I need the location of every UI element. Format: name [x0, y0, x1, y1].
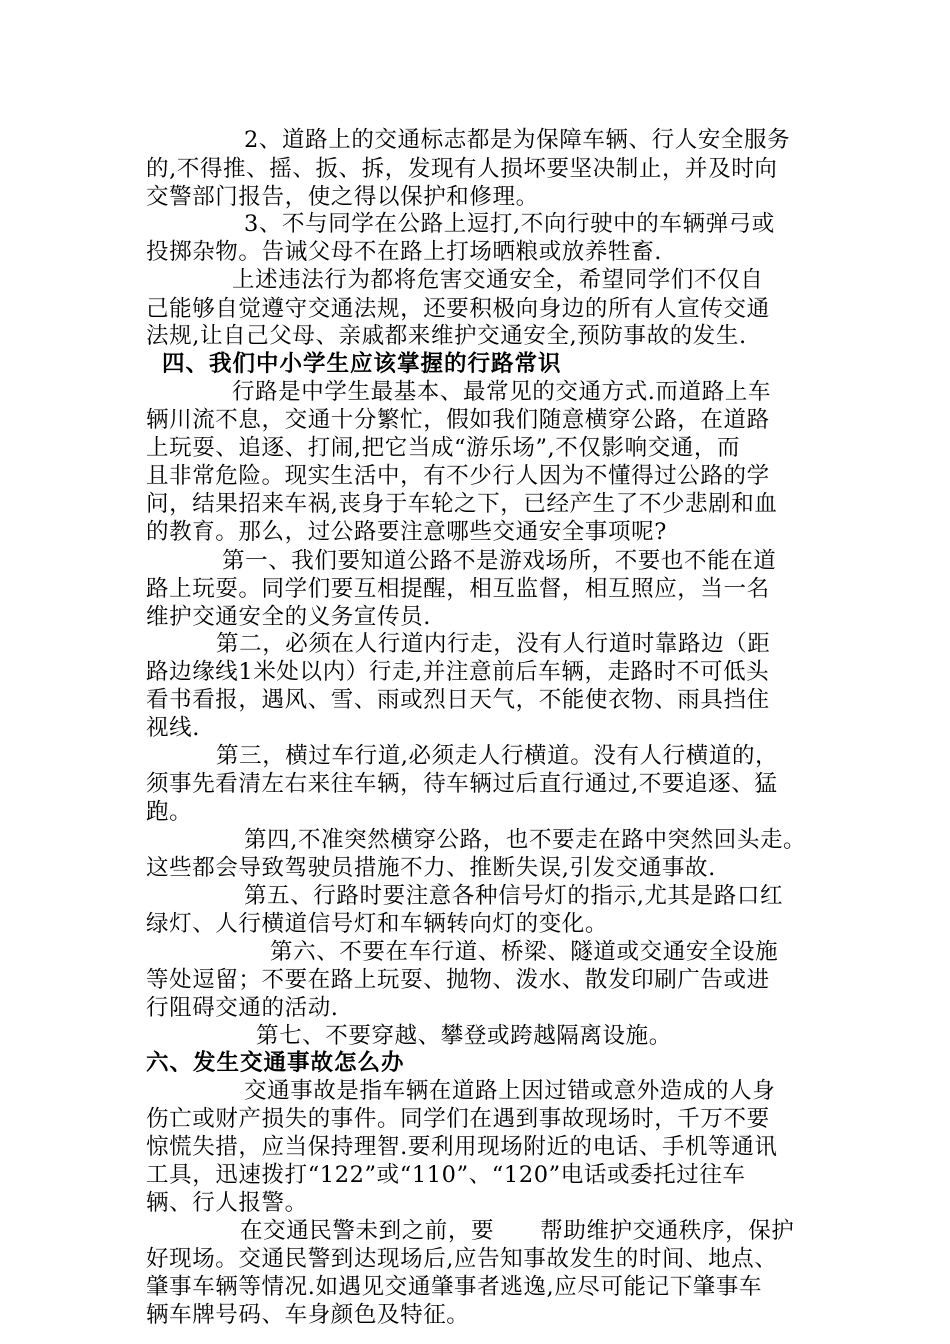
- text-line: 绿灯、人行横道信号灯和车辆转向灯的变化。: [146, 911, 609, 937]
- text-line: 投掷杂物。告诫父母不在路上打场晒粮或放养牲畜.: [146, 239, 662, 265]
- text-line: 行阻碍交通的活动.: [146, 995, 339, 1021]
- section-heading: 六、发生交通事故怎么办: [146, 1050, 405, 1076]
- text-line: 且非常危险。现实生活中，有不少行人因为不懂得过公路的学: [146, 463, 770, 489]
- text-line: 2、道路上的交通标志都是为保障车辆、行人安全服务: [244, 127, 791, 153]
- text-line: 肇事车辆等情况.如遇见交通肇事者逃逸,应尽可能记下肇事车: [146, 1274, 763, 1300]
- text-line: 辆车牌号码、车身颜色及特征。: [146, 1302, 470, 1328]
- text-line: 第二，必须在人行道内行走，没有人行道时靠路边（距: [216, 631, 771, 657]
- text-line: 法规,让自己父母、亲戚都来维护交通安全,预防事故的发生.: [146, 323, 747, 349]
- text-line: 路边缘线1米处以内）行走,并注意前后车辆，走路时不可低头: [146, 659, 770, 685]
- text-line: 上玩耍、追逐、打闹,把它当成“游乐场”,不仅影响交通，而: [146, 435, 741, 461]
- text-line: 维护交通安全的义务宣传员.: [146, 604, 431, 630]
- text-line: 交通事故是指车辆在道路上因过错或意外造成的人身: [244, 1078, 776, 1104]
- text-line: 辆、行人报警。: [146, 1190, 308, 1216]
- text-line: 工具，迅速拨打“122”或“110”、“120”电话或委托过往车: [146, 1162, 746, 1188]
- text-line: 第五、行路时要注意各种信号灯的指示,尤其是路口红: [244, 883, 784, 909]
- text-line: 第一、我们要知道公路不是游戏场所，不要也不能在道: [222, 548, 777, 574]
- text-line: 问，结果招来车祸,丧身于车轮之下，已经产生了不少悲剧和血: [146, 491, 778, 517]
- text-line: 己能够自觉遵守交通法规，还要积极向身边的所有人宣传交通: [146, 296, 770, 322]
- text-line: 行路是中学生最基本、最常见的交通方式.而道路上车: [232, 379, 772, 405]
- text-line: 等处逗留；不要在路上玩耍、抛物、泼水、散发印刷广告或进: [146, 967, 770, 993]
- text-line: 的教育。那么，过公路要注意哪些交通安全事项呢?: [146, 519, 667, 545]
- section-heading: 四、我们中小学生应该掌握的行路常识: [162, 351, 562, 377]
- text-line: 第四,不准突然横穿公路，也不要走在路中突然回头走。: [244, 827, 807, 853]
- text-line: 的,不得推、摇、扳、拆，发现有人损坏要坚决制止，并及时向: [146, 156, 778, 182]
- text-line: 好现场。交通民警到达现场后,应告知事故发生的时间、地点、: [146, 1246, 778, 1272]
- text-line: 3、不与同学在公路上逗打,不向行驶中的车辆弹弓或: [244, 211, 775, 237]
- text-line: 第七、不要穿越、攀登或跨越隔离设施。: [256, 1023, 672, 1049]
- text-line: 跑。: [146, 799, 193, 825]
- text-line: 第三，横过车行道,必须走人行横道。没有人行横道的，: [216, 743, 779, 769]
- text-line: 在交通民警未到之前，要 帮助维护交通秩序，保护: [240, 1218, 795, 1244]
- text-line: 惊慌失措，应当保持理智.要利用现场附近的电话、手机等通讯: [146, 1134, 778, 1160]
- text-line: 路上玩耍。同学们要互相提醒，相互监督，相互照应，当一名: [146, 576, 770, 602]
- text-line: 视线.: [146, 715, 200, 741]
- text-line: 伤亡或财产损失的事件。同学们在遇到事故现场时，千万不要: [146, 1106, 770, 1132]
- text-line: 看书看报，遇风、雪、雨或烈日天气，不能使衣物、雨具挡住: [146, 687, 770, 713]
- text-line: 这些都会导致驾驶员措施不力、推断失误,引发交通事故.: [146, 855, 716, 881]
- text-line: 须事先看清左右来往车辆，待车辆过后直行通过,不要追逐、猛: [146, 771, 778, 797]
- text-line: 交警部门报告，使之得以保护和修理。: [146, 184, 539, 210]
- text-line: 辆川流不息，交通十分繁忙，假如我们随意横穿公路，在道路: [146, 407, 770, 433]
- text-line: 上述违法行为都将危害交通安全，希望同学们不仅自: [232, 267, 764, 293]
- text-line: 第六、不要在车行道、桥梁、隧道或交通安全设施: [270, 939, 779, 965]
